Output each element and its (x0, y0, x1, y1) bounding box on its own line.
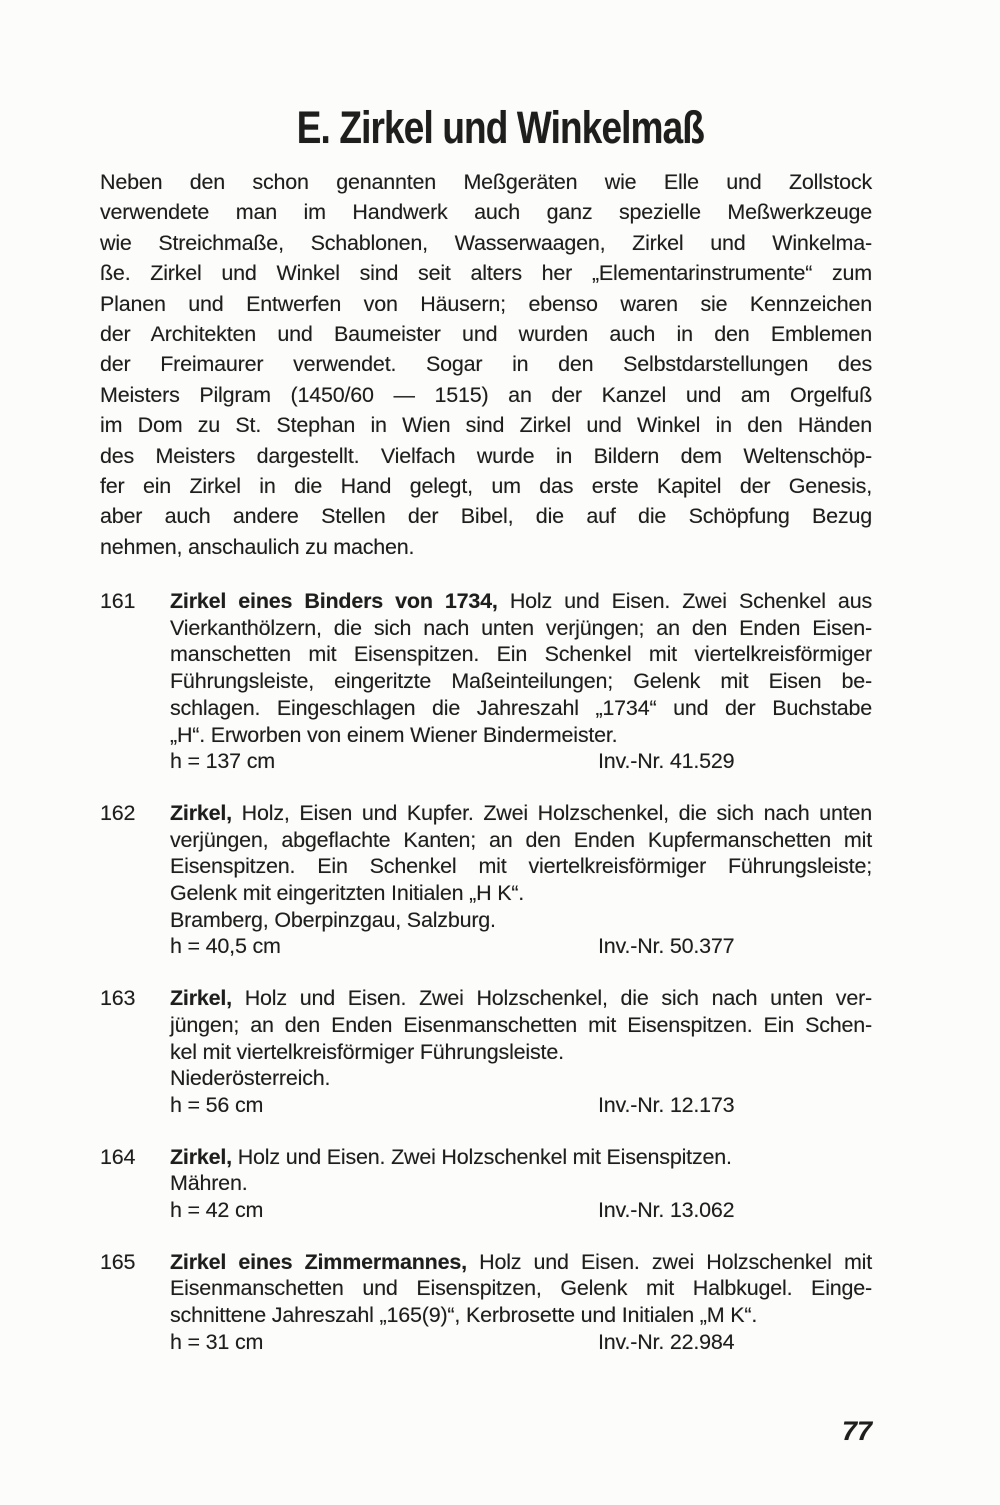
entry-meta-row (170, 1329, 872, 1356)
intro-line: verwendete man im Handwerk auch ganz spezielle Meßwerkzeuge (100, 200, 872, 225)
intro-line: aber auch andere Stellen der Bibel, die auf die Schöpfung Bezug (100, 504, 872, 529)
intro-line: des Meisters dargestellt. Vielfach wurde in Bildern dem Weltenschöp- (100, 443, 872, 468)
entry-body (170, 588, 872, 775)
entry-inventory-number: Inv.-Nr. 50.377 (598, 934, 735, 959)
intro-line: der Freimaurer verwendet. Sogar in den Selbstdarstellungen des (100, 352, 872, 377)
entry-height: h = 31 cm (170, 1329, 264, 1354)
entry-inventory-number: Inv.-Nr. 13.062 (598, 1198, 735, 1223)
entry-title: Zirkel, (170, 1144, 232, 1169)
page-number: 77 (841, 1416, 872, 1446)
entry-title: Zirkel eines Zimmermannes, (170, 1249, 467, 1274)
catalog-entry (100, 1144, 872, 1224)
entry-text-line: manschetten mit Eisenspitzen. Ein Schenkel mit viertelkreisförmiger (170, 642, 872, 667)
entry-body (170, 985, 872, 1119)
catalog-entries (100, 588, 872, 1381)
entry-meta-row (170, 748, 872, 775)
entry-title: Zirkel, (170, 986, 232, 1011)
entry-body (170, 1144, 872, 1224)
entry-inventory-number: Inv.-Nr. 41.529 (598, 749, 735, 774)
catalog-entry (100, 800, 872, 960)
entry-meta-row (170, 933, 872, 960)
section-title (0, 103, 1000, 153)
intro-line: nehmen, anschaulich zu machen. (100, 534, 415, 559)
entry-meta-row (170, 1092, 872, 1119)
entry-text-line: verjüngen, abgeflachte Kanten; an den Enden Kupfermanschetten mit (170, 827, 872, 852)
entry-text-line: Mähren. (170, 1171, 248, 1196)
entry-inventory-number: Inv.-Nr. 22.984 (598, 1329, 735, 1354)
entry-number: 165 (100, 1249, 136, 1274)
intro-paragraph (100, 167, 872, 562)
entry-text-line: „H“. Erworben von einem Wiener Bindermeister. (170, 722, 618, 747)
entry-text-line: Zirkel, Holz, Eisen und Kupfer. Zwei Holzschenkel, die sich nach unten (170, 800, 872, 825)
intro-line: Meisters Pilgram (1450/60 — 1515) an der Kanzel und am Orgelfuß (100, 382, 872, 407)
entry-text-line: Führungsleiste, eingeritzte Maßeinteilungen; Gelenk mit Eisen be- (170, 669, 872, 694)
entry-title: Zirkel eines Binders von 1734, (170, 589, 498, 613)
entry-text-line: Zirkel eines Zimmermannes, Holz und Eisen. zwei Holzschenkel mit (170, 1249, 872, 1274)
entry-text-line: schnittene Jahreszahl „165(9)“, Kerbrosette und Initialen „M K“. (170, 1303, 758, 1328)
catalog-entry (100, 985, 872, 1119)
entry-body (170, 800, 872, 960)
entry-meta-row (170, 1197, 872, 1224)
entry-text-line: Zirkel eines Binders von 1734, Holz und Eisen. Zwei Schenkel aus (170, 589, 873, 613)
entry-title: Zirkel, (170, 800, 232, 825)
intro-line: Neben den schon genannten Meßgeräten wie Elle und Zollstock (100, 170, 872, 194)
entry-text-line: Bramberg, Oberpinzgau, Salzburg. (170, 907, 496, 932)
entry-height: h = 42 cm (170, 1198, 264, 1223)
intro-line: fer ein Zirkel in die Hand gelegt, um das erste Kapitel der Genesis, (100, 474, 872, 499)
entry-text-line: Zirkel, Holz und Eisen. Zwei Holzschenkel, die sich nach unten ver- (170, 986, 872, 1011)
entry-height: h = 56 cm (170, 1092, 264, 1117)
entry-text-line: Vierkanthölzern, die sich nach unten verjüngen; an den Enden Eisen- (170, 615, 872, 640)
entry-text-line: Zirkel, Holz und Eisen. Zwei Holzschenkel mit Eisenspitzen. (170, 1144, 732, 1169)
entry-number: 163 (100, 986, 136, 1011)
entry-text-line: jüngen; an den Enden Eisenmanschetten mit Eisenspitzen. Ein Schen- (170, 1012, 872, 1037)
entry-text-line: Gelenk mit eingeritzten Initialen „H K“. (170, 881, 525, 906)
entry-text-line: Eisenmanschetten und Eisenspitzen, Gelenk mit Halbkugel. Einge- (170, 1276, 872, 1301)
entry-text-line: Eisenspitzen. Ein Schenkel mit viertelkreisförmiger Führungsleiste; (170, 854, 872, 879)
entry-inventory-number: Inv.-Nr. 12.173 (598, 1092, 735, 1117)
entry-text-line: kel mit viertelkreisförmiger Führungsleiste. (170, 1039, 564, 1064)
intro-line: im Dom zu St. Stephan in Wien sind Zirkel und Winkel in den Händen (100, 413, 872, 438)
intro-line: ße. Zirkel und Winkel sind seit alters her „Elementarinstrumente“ zum (100, 261, 872, 286)
entry-height: h = 137 cm (170, 749, 275, 774)
entry-number: 161 (100, 589, 136, 613)
intro-line: der Architekten und Baumeister und wurden auch in den Emblemen (100, 322, 872, 347)
catalog-entry (100, 1249, 872, 1356)
intro-line: wie Streichmaße, Schablonen, Wasserwaagen, Zirkel und Winkelma- (100, 230, 872, 255)
entry-height: h = 40,5 cm (170, 934, 281, 959)
section-title-text: E. Zirkel und Winkelmaß (296, 102, 704, 153)
catalog-entry (100, 588, 872, 775)
entry-body (170, 1249, 872, 1356)
entry-number: 162 (100, 800, 136, 825)
entry-number: 164 (100, 1144, 136, 1169)
entry-text-line: schlagen. Eingeschlagen die Jahreszahl „1734“ und der Buchstabe (170, 695, 872, 720)
entry-text-line: Niederösterreich. (170, 1066, 331, 1091)
intro-line: Planen und Entwerfen von Häusern; ebenso waren sie Kennzeichen (100, 291, 872, 316)
